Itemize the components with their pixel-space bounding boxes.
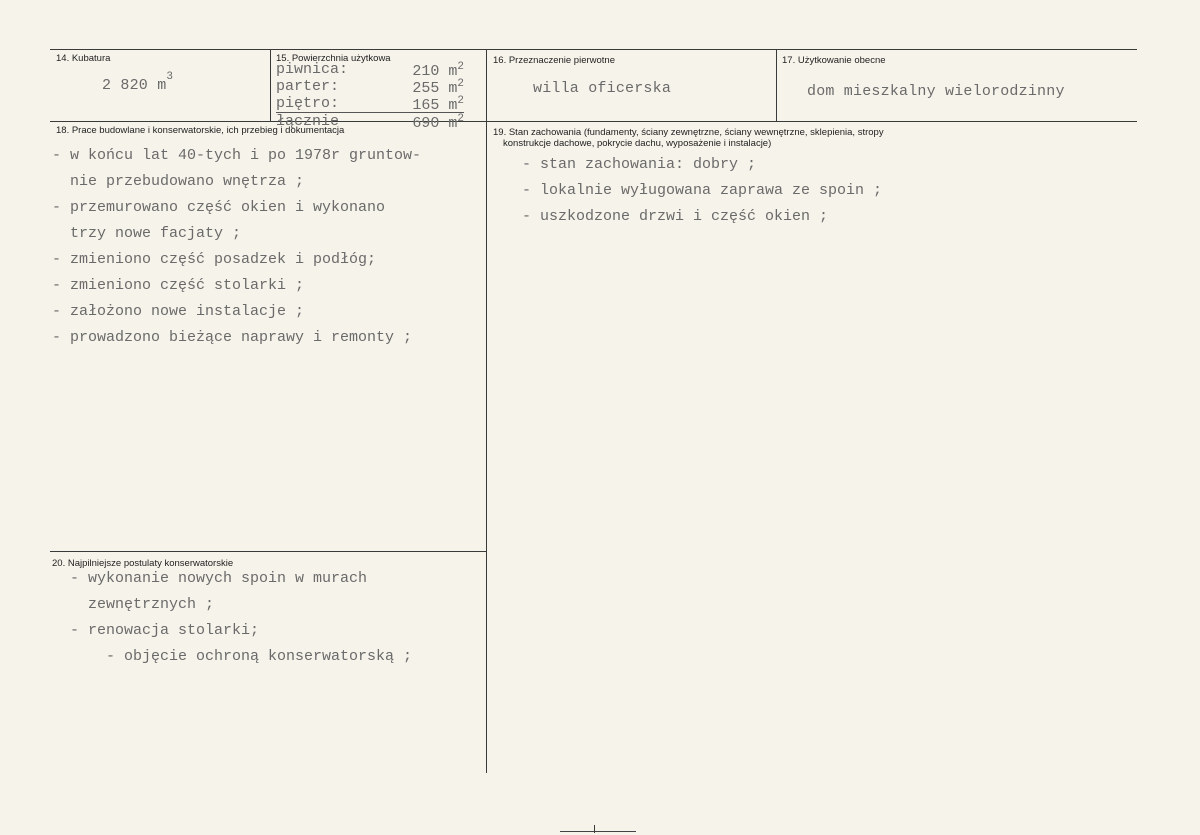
section-18-label: 18. Prace budowlane i konserwatorskie, ich przebieg i dokumentacja: [56, 125, 345, 136]
cubature-value: [102, 71, 174, 94]
condition-list: [522, 152, 882, 230]
section-16-label: 16. Przeznaczenie pierwotne: [493, 55, 615, 66]
bottom-registration-mark: [560, 831, 636, 832]
area-row-unit-exponent: 2: [457, 61, 464, 73]
divider-16-17: [776, 49, 777, 121]
construction-work-line: - zmieniono część stolarki ;: [52, 277, 305, 294]
condition-line: - lokalnie wyługowana zaprawa ze spoin ;: [522, 182, 883, 199]
bottom-registration-tick: [594, 825, 595, 833]
postulate-line: - wykonanie nowych spoin w murach: [70, 570, 368, 587]
condition-line: - uszkodzone drzwi i część okien ;: [522, 208, 829, 225]
area-row-unit-exponent: 2: [457, 95, 464, 107]
section-19-label-line-1: 19. Stan zachowania (fundamenty, ściany zewnętrzne, ściany wewnętrzne, sklepienia, stropy: [493, 127, 884, 138]
section-19-label-line-2: konstrukcje dachowe, pokrycie dachu, wyposażenie i instalacje): [503, 138, 772, 149]
original-purpose-value: willa oficerska: [533, 80, 672, 97]
divider-15-16: [486, 49, 487, 773]
area-total-value: 690 m: [412, 115, 458, 132]
construction-work-line: - prowadzono bieżące naprawy i remonty ;: [52, 329, 413, 346]
area-row: [276, 95, 464, 113]
area-total-value-cell: [386, 113, 465, 131]
section-20-top-line: [50, 551, 486, 552]
section-17-label: 17. Użytkowanie obecne: [782, 55, 886, 66]
section-14-label: 14. Kubatura: [56, 53, 111, 64]
area-row-name: parter:: [276, 78, 340, 95]
usable-area-table: [276, 61, 464, 130]
construction-work-line: nie przebudowano wnętrza ;: [52, 173, 305, 190]
area-row-name: piętro:: [276, 95, 340, 112]
cubature-number: 2 820: [102, 77, 149, 94]
section-20-label: 20. Najpilniejsze postulaty konserwatorskie: [52, 558, 234, 569]
top-border-line: [50, 49, 1137, 50]
cubature-unit: m: [157, 77, 167, 94]
area-total-name: łącznie: [276, 113, 386, 131]
construction-work-line: - zmieniono część posadzek i podłóg;: [52, 251, 377, 268]
area-row-value: 210 m: [412, 63, 458, 80]
area-row-value: 165 m: [412, 97, 458, 114]
postulate-line: - objęcie ochroną konserwatorską ;: [70, 648, 413, 665]
conservation-postulates-list: [70, 566, 412, 670]
current-use-value: dom mieszkalny wielorodzinny: [807, 83, 1065, 100]
construction-work-line: trzy nowe facjaty ;: [52, 225, 242, 242]
area-row-value-cell: [386, 61, 465, 78]
section-15-label: 15. Powierzchnia użytkowa: [276, 53, 391, 64]
construction-work-line: - przemurowano część okien i wykonano: [52, 199, 386, 216]
area-row-value-cell: [386, 95, 465, 113]
area-row: [276, 78, 464, 95]
area-row-value-cell: [386, 78, 465, 95]
construction-works-list: [52, 143, 421, 351]
area-row-value: 255 m: [412, 80, 458, 97]
cubature-exponent: 3: [166, 71, 174, 83]
postulate-line: - renowacja stolarki;: [70, 622, 260, 639]
construction-work-line: - w końcu lat 40-tych i po 1978r gruntow-: [52, 147, 422, 164]
area-row-name: piwnica:: [276, 61, 349, 78]
construction-work-line: - założono nowe instalacje ;: [52, 303, 305, 320]
condition-line: - stan zachowania: dobry ;: [522, 156, 757, 173]
header-row-bottom-line: [50, 121, 1137, 122]
area-total-unit-exponent: 2: [457, 113, 464, 125]
postulate-line: zewnętrznych ;: [70, 596, 215, 613]
area-row: [276, 61, 464, 78]
divider-14-15: [270, 49, 271, 121]
area-row-unit-exponent: 2: [457, 78, 464, 90]
